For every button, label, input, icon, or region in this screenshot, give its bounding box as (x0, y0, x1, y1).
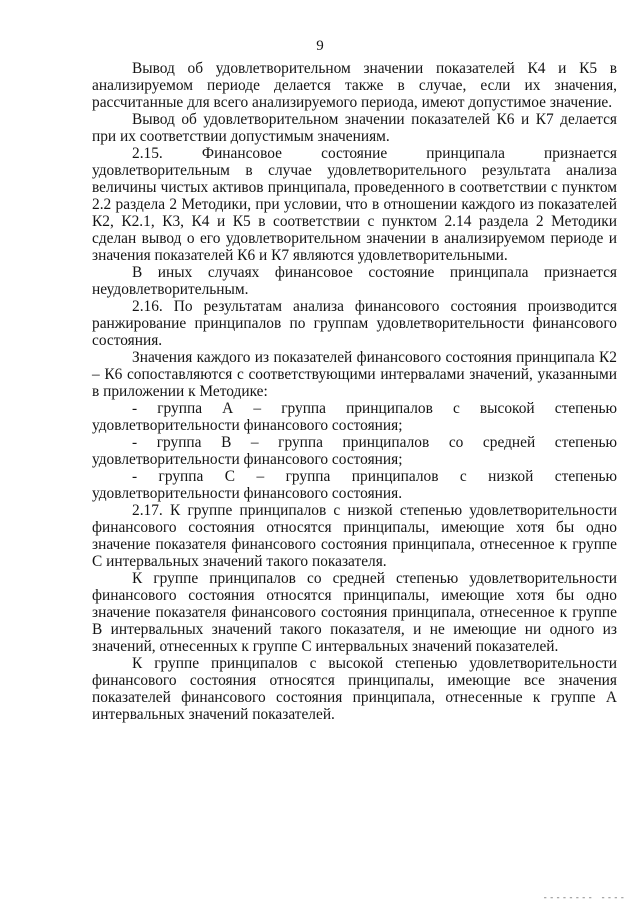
list-item-group-b: - группа В – группа принципалов со средней степенью удовлетворительности финансового состояния; (92, 434, 617, 468)
paragraph-indicator-values: Значения каждого из показателей финансового состояния принципала К2 – К6 сопоставляются с соответствующими интервалами значений, указанными в приложении к Методике: (92, 349, 617, 400)
paragraph-other-cases: В иных случаях финансовое состояние принципала признается неудовлетворительным. (92, 264, 617, 298)
list-item-group-c: - группа С – группа принципалов с низкой степенью удовлетворительности финансового состояния. (92, 468, 617, 502)
paragraph-2-16: 2.16. По результатам анализа финансового состояния производится ранжирование принципалов по группам удовлетворительности финансового состояния. (92, 298, 617, 349)
paragraph-k4-k5: Вывод об удовлетворительном значении показателей К4 и К5 в анализируемом периоде делается также в случае, если их значения, рассчитанные для всего анализируемого периода, имеют допустимое значение. (92, 60, 617, 111)
paragraph-middle-group: К группе принципалов со средней степенью удовлетворительности финансового состояния относятся принципалы, имеющие хотя бы одно значение показателя финансового состояния принципала, отнесенное к группе В интервальных значений такого показателя, и не имеющие ни одного из значений, отнесенных к группе С интервальных значений показателей. (92, 570, 617, 655)
document-body (92, 60, 617, 723)
paragraph-high-group: К группе принципалов с высокой степенью удовлетворительности финансового состояния относятся принципалы, имеющие все значения показателей финансового состояния принципала, отнесенные к группе А интервальных значений показателей. (92, 655, 617, 723)
page-number: 9 (316, 38, 324, 54)
paragraph-2-17: 2.17. К группе принципалов с низкой степенью удовлетворительности финансового состояния относятся принципалы, имеющие хотя бы одно значение показателя финансового состояния принципала, отнесенное к группе С интервальных значений такого показателя. (92, 502, 617, 570)
list-item-group-a: - группа А – группа принципалов с высокой степенью удовлетворительности финансового состояния; (92, 400, 617, 434)
paragraph-k6-k7: Вывод об удовлетворительном значении показателей К6 и К7 делается при их соответствии допустимым значениям. (92, 111, 617, 145)
paragraph-2-15: 2.15. Финансовое состояние принципала признается удовлетворительным в случае удовлетворительного результата анализа величины чистых активов принципала, проведенного в соответствии с пунктом 2.2 раздела 2 Методики, при условии, что в отношении каждого из показателей К2, К2.1, К3, К4 и К5 в соответствии с пунктом 2.14 раздела 2 Методики сделан вывод о его удовлетворительном значении в анализируемом периоде и значения показателей К6 и К7 являются удовлетворительными. (92, 145, 617, 264)
footer-mark: -------- ---- (542, 893, 626, 903)
